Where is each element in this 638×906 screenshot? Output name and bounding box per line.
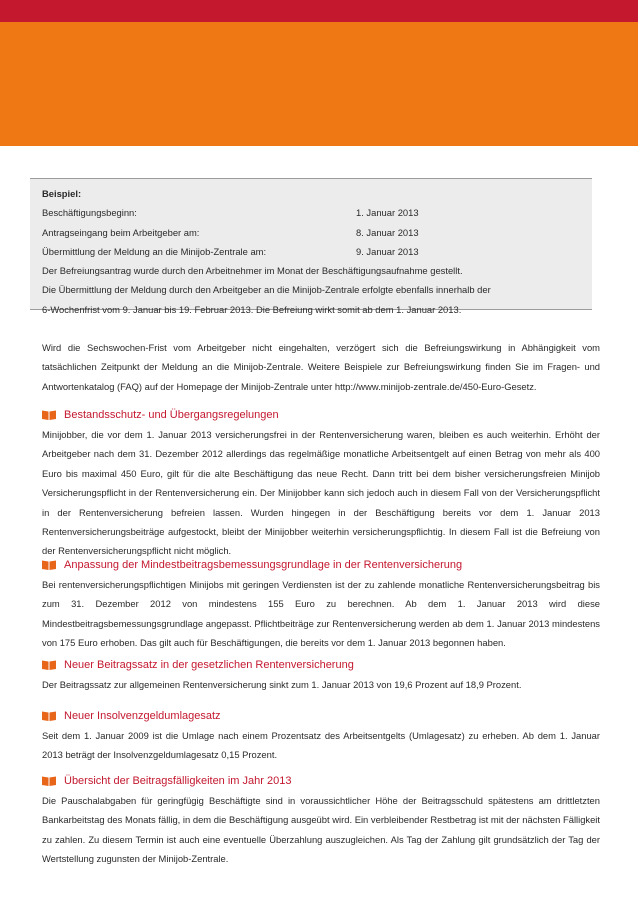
section-insolvenzgeld	[42, 707, 600, 765]
book-icon	[42, 560, 56, 570]
section-heading	[42, 772, 600, 790]
example-title: Beispiel:	[42, 188, 82, 199]
section-title: Neuer Insolvenzgeldumlagesatz	[64, 710, 221, 722]
example-text-line: 6-Wochenfrist vom 9. Januar bis 19. Februar 2013. Die Befreiung wirkt somit ab dem 1. Januar 2013.	[42, 303, 462, 315]
example-value: 8. Januar 2013	[356, 226, 419, 238]
section-body: Bei rentenversicherungspflichtigen Minijobs mit geringen Verdiensten ist der zu zahlende monatliche Rentenversicherungsbeitrag bis zum 31. Dezember 2012 von mindestens 155 Euro zu berechnen. Ab dem 1. Januar 2013 wird diese Mindestbeitragsbemessungsgrundlage angepasst. Pflichtbeiträge zur Rentenversicherung werden ab dem 1. Januar 2013 mindestens von 175 Euro erhoben. Das gilt auch für Beschäftigungen, die bereits vor dem 1. Januar 2013 begonnen haben.	[42, 579, 600, 649]
book-icon	[42, 776, 56, 786]
example-value: 9. Januar 2013	[356, 245, 419, 257]
book-icon	[42, 711, 56, 721]
section-body: Minijobber, die vor dem 1. Januar 2013 versicherungsfrei in der Rentenversicherung waren, bleiben es auch weiterhin. Erhöht der Arbeitgeber nach dem 31. Dezember 2012 allerdings das regelmäßige monatliche Arbeitsentgelt auf einen Betrag von mehr als 400 Euro bis maximal 450 Euro, gilt für die alte Beschäftigung das neue Recht. Dann tritt bei dem bisher versicherungsfreien Minijob Versicherungspflicht in der Rentenversicherung ein. Der Minijobber kann sich jedoch auch in diesem Fall von der Versicherungspflicht in der Rentenversicherung befreien lassen. Wurden hingegen in der Beschäftigung bereits vor dem 1. Januar 2013 Rentenversicherungsbeiträge aufgestockt, bleibt der Minijobber weiterhin versicherungspflichtig. In diesem Fall ist die Befreiung von der Rentenversicherungspflicht nicht möglich.	[42, 429, 600, 557]
section-title: Übersicht der Beitragsfälligkeiten im Jahr 2013	[64, 775, 292, 787]
example-row	[42, 223, 592, 242]
example-box	[30, 178, 592, 315]
section-body: Die Pauschalabgaben für geringfügig Beschäftigte sind in voraussichtlicher Höhe der Beitragsschuld spätestens am drittletzten Bankarbeitstag des Monats fällig, in dem die Beschäftigung ausgeübt wird. Ein verbleibender Restbetrag ist mit der nächsten Fälligkeit zu zahlen. Zu diesem Termin ist auch eine eventuelle Überzahlung auszugleichen. Als Tag der Zahlung gilt grundsätzlich der Tag der Wertstellung zugunsten der Minijob-Zentrale.	[42, 795, 600, 865]
section-beitragssatz	[42, 656, 600, 694]
intro-paragraph: Wird die Sechswochen-Frist vom Arbeitgeber nicht eingehalten, verzögert sich die Befreiungswirkung in Abhängigkeit vom tatsächlichen Zeitpunkt der Meldung an die Minijob-Zentrale. Weitere Beispiele zur Befreiungswirkung finden Sie im Fragen- und Antwortenkatalog (FAQ) auf der Homepage der Minijob-Zentrale unter http://www.minijob-zentrale.de/450-Euro-Gesetz.	[42, 342, 600, 392]
section-heading	[42, 406, 600, 424]
example-row	[42, 242, 592, 261]
section-mindestbeitrag	[42, 556, 600, 653]
example-text-line: Die Übermittlung der Meldung durch den Arbeitgeber an die Minijob-Zentrale erfolgte ebenfalls innerhalb der	[42, 284, 491, 296]
section-bestandsschutz	[42, 406, 600, 561]
example-label: Beschäftigungsbeginn:	[42, 207, 137, 219]
example-row	[42, 203, 592, 222]
header-orange-band	[0, 22, 638, 146]
section-body: Seit dem 1. Januar 2009 ist die Umlage nach einem Prozentsatz des Arbeitsentgelts (Umlagesatz) zu erheben. Ab dem 1. Januar 2013 beträgt der Insolvenzgeldumlagesatz 0,15 Prozent.	[42, 730, 600, 761]
section-heading	[42, 707, 600, 725]
section-title: Bestandsschutz- und Übergangsregelungen	[64, 409, 279, 421]
example-label: Übermittlung der Meldung an die Minijob-Zentrale am:	[42, 245, 267, 257]
section-heading	[42, 656, 600, 674]
section-title: Anpassung der Mindestbeitragsbemessungsgrundlage in der Rentenversicherung	[64, 559, 463, 571]
example-label: Antragseingang beim Arbeitgeber am:	[42, 226, 200, 238]
header-red-band	[0, 0, 638, 22]
section-body: Der Beitragssatz zur allgemeinen Rentenversicherung sinkt zum 1. Januar 2013 von 19,6 Prozent auf 18,9 Prozent.	[42, 679, 522, 690]
book-icon	[42, 410, 56, 420]
section-faelligkeiten	[42, 772, 600, 869]
example-text-line: Der Befreiungsantrag wurde durch den Arbeitnehmer im Monat der Beschäftigungsaufnahme gestellt.	[42, 265, 463, 277]
book-icon	[42, 660, 56, 670]
section-title: Neuer Beitragssatz in der gesetzlichen Rentenversicherung	[64, 659, 354, 671]
example-value: 1. Januar 2013	[356, 207, 419, 219]
section-heading	[42, 556, 600, 574]
